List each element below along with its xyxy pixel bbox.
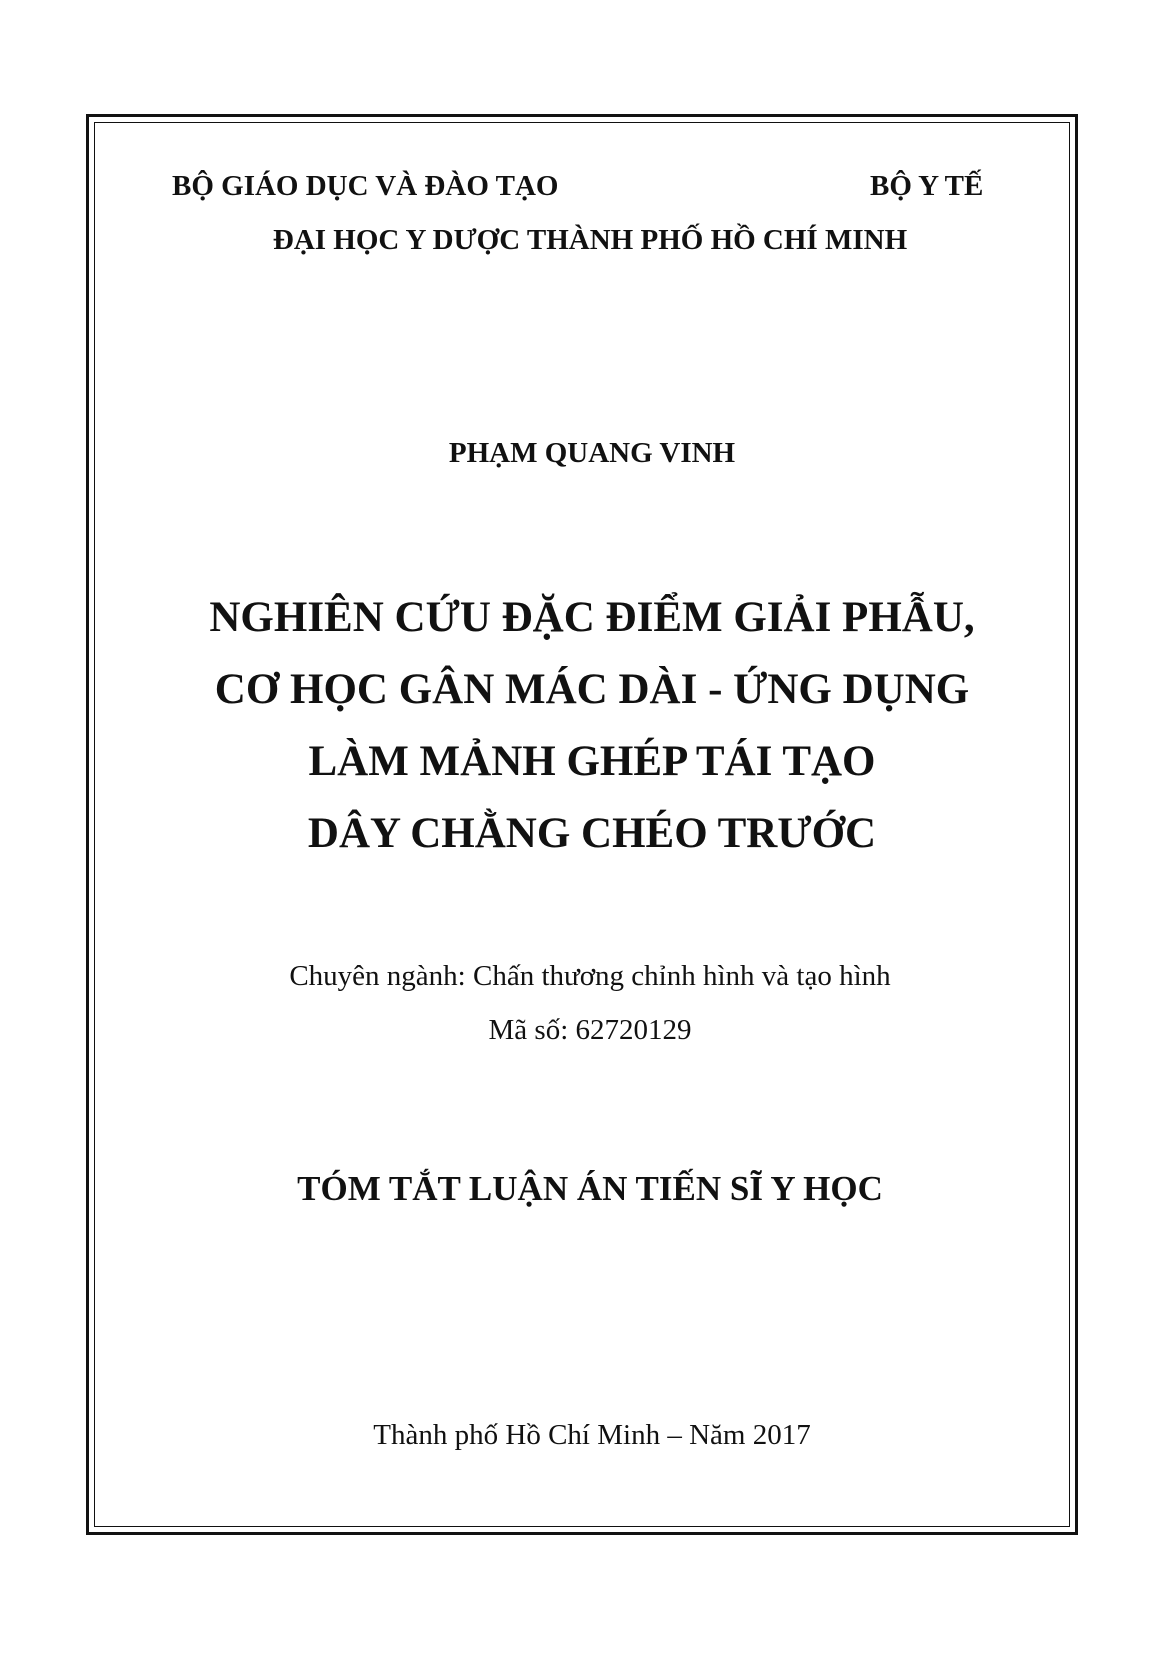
specialty-code: Mã số: 62720129 bbox=[488, 1014, 692, 1046]
place-year: Thành phố Hồ Chí Minh – Năm 2017 bbox=[373, 1419, 811, 1451]
document-type: TÓM TẮT LUẬN ÁN TIẾN SĨ Y HỌC bbox=[297, 1169, 883, 1208]
specialty: Chuyên ngành: Chấn thương chỉnh hình và tạo hình bbox=[289, 960, 891, 992]
title-line: LÀM MẢNH GHÉP TÁI TẠO bbox=[308, 738, 876, 785]
ministry-education: BỘ GIÁO DỤC VÀ ĐÀO TẠO bbox=[172, 170, 559, 202]
author-name: PHẠM QUANG VINH bbox=[448, 437, 736, 469]
ministry-health: BỘ Y TẾ bbox=[870, 170, 984, 202]
title-line: CƠ HỌC GÂN MÁC DÀI - ỨNG DỤNG bbox=[214, 666, 970, 713]
title-line: NGHIÊN CỨU ĐẶC ĐIỂM GIẢI PHẪU, bbox=[209, 594, 975, 641]
title-line: DÂY CHẰNG CHÉO TRƯỚC bbox=[307, 810, 877, 857]
university-name: ĐẠI HỌC Y DƯỢC THÀNH PHỐ HỒ CHÍ MINH bbox=[272, 224, 908, 256]
thesis-title bbox=[0, 582, 1170, 870]
